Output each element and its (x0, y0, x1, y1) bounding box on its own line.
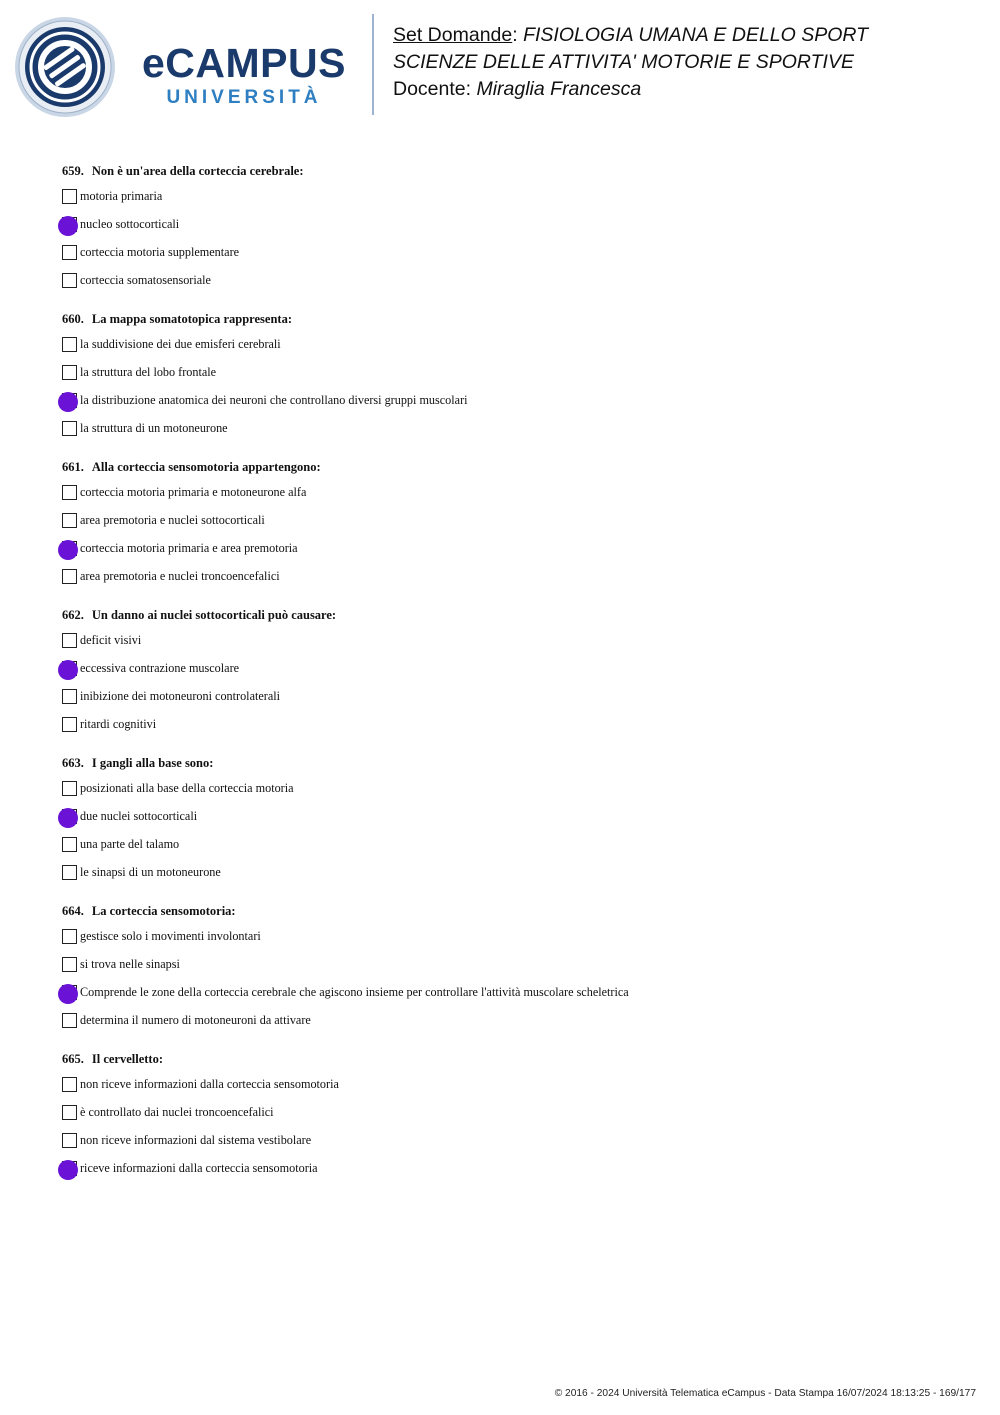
question-number: 660. (62, 312, 84, 326)
selected-answer-marker (58, 1160, 78, 1180)
set-label: Set Domande (393, 24, 513, 46)
checkbox-icon[interactable] (62, 633, 77, 648)
answer-option[interactable] (0, 682, 1000, 710)
question-title (62, 1048, 1000, 1070)
question-block (0, 604, 1000, 738)
answer-option[interactable] (0, 830, 1000, 858)
question-text: La corteccia sensomotoria: (91, 904, 236, 918)
checkbox-icon[interactable] (62, 781, 77, 796)
brand-logo (133, 38, 355, 118)
answer-option[interactable] (0, 1070, 1000, 1098)
answer-text: gestisce solo i movimenti involontari (80, 929, 261, 943)
answer-option[interactable] (0, 266, 1000, 294)
answer-text: la struttura di un motoneurone (80, 421, 228, 435)
answer-option[interactable] (0, 1006, 1000, 1034)
question-list (0, 160, 1000, 1196)
answer-text: area premotoria e nuclei troncoencefalici (80, 569, 280, 583)
answer-text: corteccia somatosensoriale (80, 273, 211, 287)
answer-text: inibizione dei motoneuroni controlaterali (80, 689, 281, 703)
question-text: Non è un'area della corteccia cerebrale: (91, 164, 304, 178)
question-block (0, 308, 1000, 442)
answer-option[interactable] (0, 1126, 1000, 1154)
brand-subtitle: UNIVERSITÀ (166, 87, 322, 108)
ecampus-seal-icon (14, 16, 116, 118)
checkbox-icon[interactable] (62, 957, 77, 972)
question-text: I gangli alla base sono: (91, 756, 214, 770)
teacher-line (393, 76, 868, 103)
answer-text: Comprende le zone della corteccia cerebrale che agiscono insieme per controllare l'attività muscolare scheletrica (80, 985, 629, 999)
answer-option[interactable] (0, 978, 1000, 1006)
question-block (0, 160, 1000, 294)
answer-option[interactable] (0, 358, 1000, 386)
answer-option[interactable] (0, 710, 1000, 738)
brand-name: eCAMPUS (142, 40, 346, 86)
answer-text: deficit visivi (80, 633, 142, 647)
answer-option[interactable] (0, 1154, 1000, 1182)
answer-text: la struttura del lobo frontale (80, 365, 217, 379)
question-number: 661. (62, 460, 84, 474)
answer-option[interactable] (0, 1098, 1000, 1126)
answer-text: corteccia motoria primaria e motoneurone alfa (80, 485, 307, 499)
answer-text: non riceve informazioni dal sistema vestibolare (80, 1133, 312, 1147)
course-title: FISIOLOGIA UMANA E DELLO SPORT (523, 24, 869, 46)
answer-text: eccessiva contrazione muscolare (80, 661, 240, 675)
question-title (62, 900, 1000, 922)
question-text: La mappa somatotopica rappresenta: (91, 312, 292, 326)
answer-text: posizionati alla base della corteccia motoria (80, 781, 294, 795)
selected-answer-marker (58, 660, 78, 680)
question-block (0, 1048, 1000, 1182)
answer-text: si trova nelle sinapsi (80, 957, 180, 971)
page-footer: © 2016 - 2024 Università Telematica eCampus - Data Stampa 16/07/2024 18:13:25 - 169/177 (554, 1388, 976, 1399)
answer-text: le sinapsi di un motoneurone (80, 865, 221, 879)
question-number: 664. (62, 904, 84, 918)
question-number: 663. (62, 756, 84, 770)
header-info (393, 22, 868, 103)
answer-option[interactable] (0, 534, 1000, 562)
question-title (62, 160, 1000, 182)
selected-answer-marker (58, 216, 78, 236)
answer-text: area premotoria e nuclei sottocorticali (80, 513, 265, 527)
question-title (62, 752, 1000, 774)
answer-text: motoria primaria (80, 189, 163, 203)
answer-text: corteccia motoria primaria e area premotoria (80, 541, 298, 555)
answer-text: ritardi cognitivi (80, 717, 157, 731)
answer-option[interactable] (0, 506, 1000, 534)
answer-option[interactable] (0, 562, 1000, 590)
answer-option[interactable] (0, 210, 1000, 238)
answer-text: nucleo sottocorticali (80, 217, 180, 231)
set-separator: : (512, 24, 524, 46)
answer-text: è controllato dai nuclei troncoencefalici (80, 1105, 274, 1119)
checkbox-icon[interactable] (62, 485, 77, 500)
checkbox-icon[interactable] (62, 273, 77, 288)
checkbox-icon[interactable] (62, 421, 77, 436)
answer-text: determina il numero di motoneuroni da attivare (80, 1013, 311, 1027)
checkbox-icon[interactable] (62, 837, 77, 852)
checkbox-icon[interactable] (62, 365, 77, 380)
page-header (0, 0, 1000, 130)
answer-option[interactable] (0, 774, 1000, 802)
question-text: Il cervelletto: (91, 1052, 164, 1066)
question-block (0, 752, 1000, 886)
answer-text: corteccia motoria supplementare (80, 245, 240, 259)
answer-option[interactable] (0, 922, 1000, 950)
answer-option[interactable] (0, 386, 1000, 414)
selected-answer-marker (58, 808, 78, 828)
question-block (0, 900, 1000, 1034)
answer-option[interactable] (0, 238, 1000, 266)
checkbox-icon[interactable] (62, 1133, 77, 1148)
selected-answer-marker (58, 392, 78, 412)
question-text: Un danno ai nuclei sottocorticali può causare: (91, 608, 337, 622)
answer-text: due nuclei sottocorticali (80, 809, 198, 823)
question-text: Alla corteccia sensomotoria appartengono: (91, 460, 321, 474)
answer-text: non riceve informazioni dalla corteccia sensomotoria (80, 1077, 339, 1091)
checkbox-icon[interactable] (62, 1013, 77, 1028)
answer-option[interactable] (0, 414, 1000, 442)
checkbox-icon[interactable] (62, 929, 77, 944)
teacher-label: Docente: (393, 78, 477, 100)
answer-option[interactable] (0, 626, 1000, 654)
selected-answer-marker (58, 984, 78, 1004)
answer-text: una parte del talamo (80, 837, 180, 851)
answer-option[interactable] (0, 182, 1000, 210)
question-title (62, 308, 1000, 330)
checkbox-icon[interactable] (62, 1077, 77, 1092)
answer-text: la distribuzione anatomica dei neuroni che controllano diversi gruppi muscolari (80, 393, 468, 407)
checkbox-icon[interactable] (62, 245, 77, 260)
answer-text: riceve informazioni dalla corteccia sensomotoria (80, 1161, 318, 1175)
question-title (62, 456, 1000, 478)
answer-option[interactable] (0, 858, 1000, 886)
checkbox-icon[interactable] (62, 865, 77, 880)
answer-option[interactable] (0, 802, 1000, 830)
checkbox-icon[interactable] (62, 189, 77, 204)
answer-option[interactable] (0, 654, 1000, 682)
set-line (393, 22, 868, 49)
checkbox-icon[interactable] (62, 717, 77, 732)
question-block (0, 456, 1000, 590)
question-title (62, 604, 1000, 626)
checkbox-icon[interactable] (62, 1105, 77, 1120)
answer-option[interactable] (0, 330, 1000, 358)
selected-answer-marker (58, 540, 78, 560)
checkbox-icon[interactable] (62, 513, 77, 528)
answer-option[interactable] (0, 478, 1000, 506)
question-number: 659. (62, 164, 84, 178)
header-divider (372, 14, 374, 115)
checkbox-icon[interactable] (62, 689, 77, 704)
answer-text: la suddivisione dei due emisferi cerebrali (80, 337, 281, 351)
question-number: 665. (62, 1052, 84, 1066)
answer-option[interactable] (0, 950, 1000, 978)
teacher-name: Miraglia Francesca (476, 78, 642, 100)
checkbox-icon[interactable] (62, 337, 77, 352)
question-number: 662. (62, 608, 84, 622)
checkbox-icon[interactable] (62, 569, 77, 584)
degree-title: SCIENZE DELLE ATTIVITA' MOTORIE E SPORTIVE (393, 51, 854, 73)
